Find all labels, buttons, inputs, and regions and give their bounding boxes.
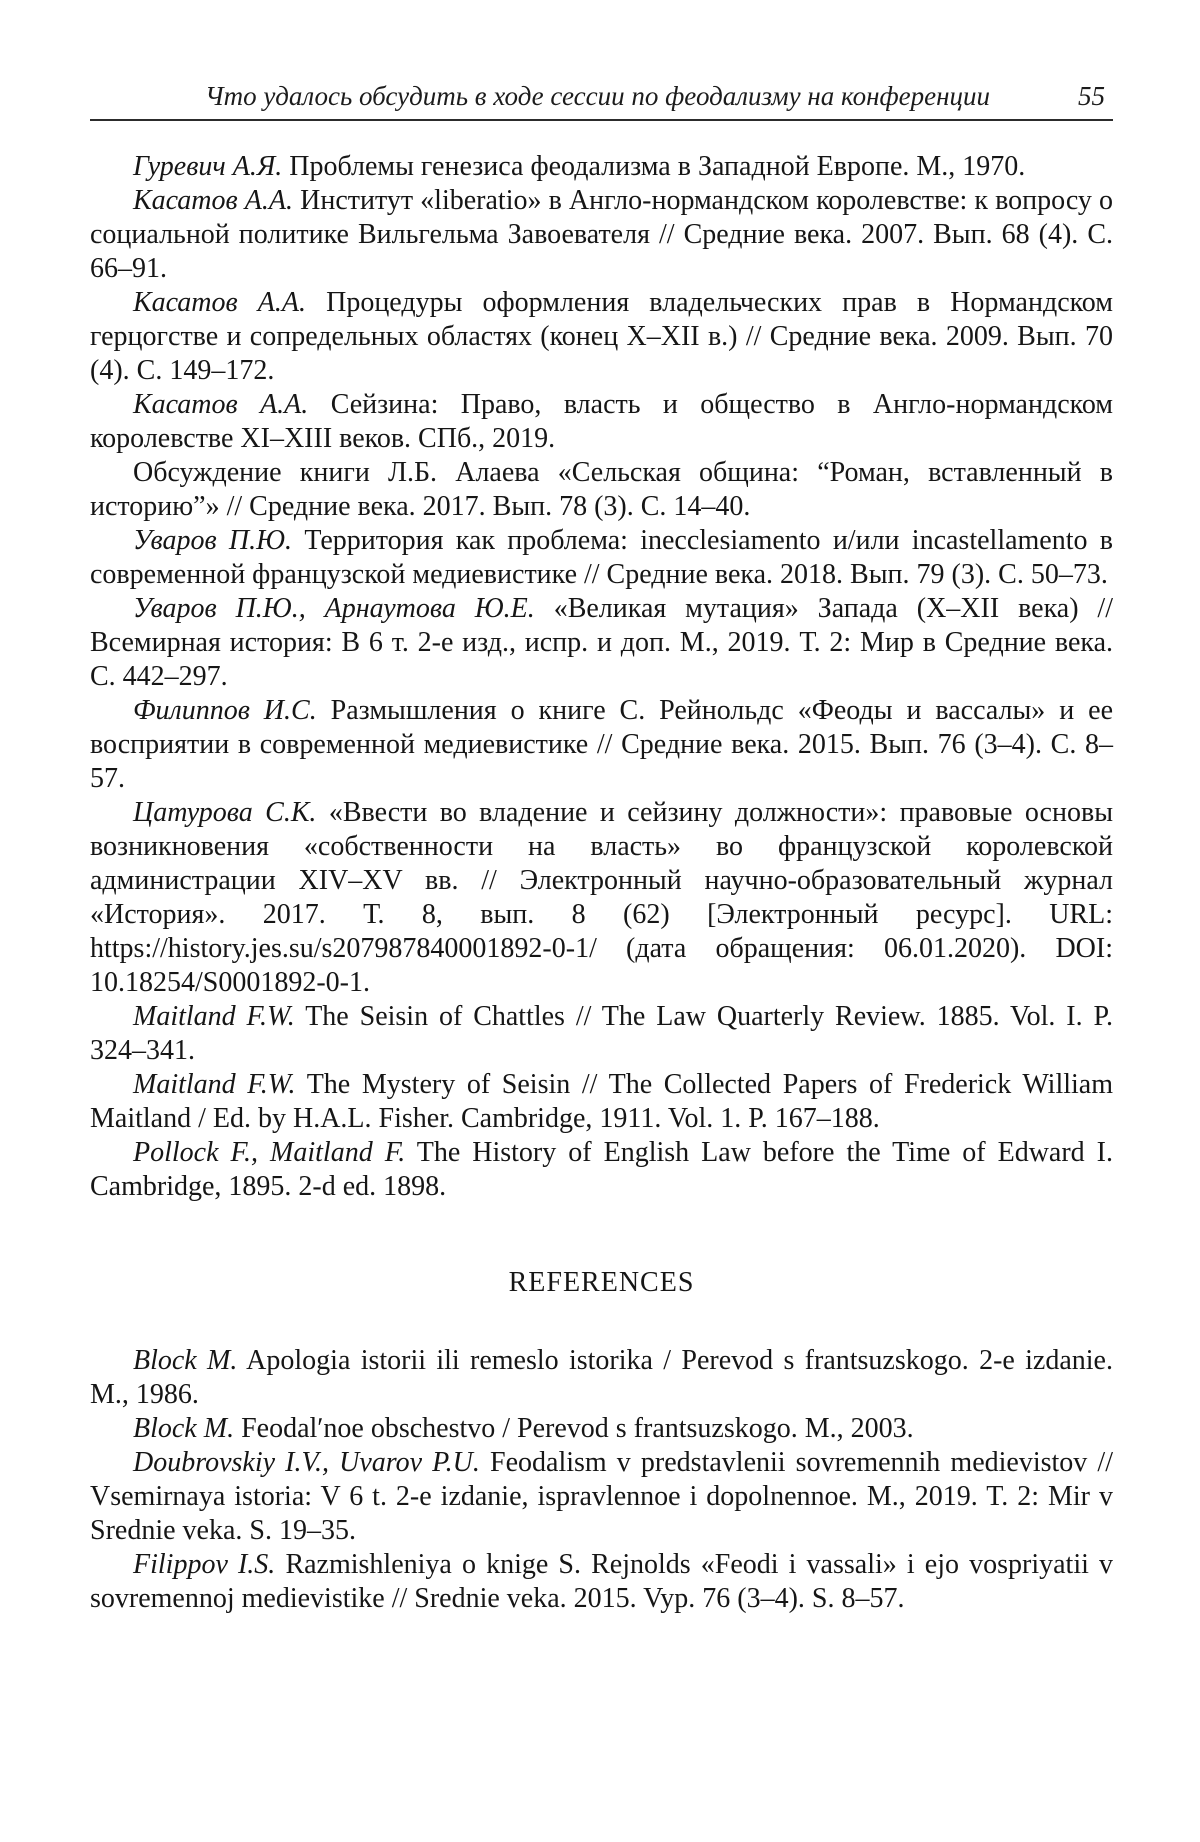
bib-entry <box>90 1068 1113 1136</box>
ref-entry <box>90 1446 1113 1548</box>
page-number: 55 <box>1078 81 1105 111</box>
entry-authors: Цатурова С.К. <box>133 797 317 828</box>
ref-entry <box>90 1548 1113 1616</box>
entry-text: Проблемы генезиса феодализма в Западной Европе. М., 1970. <box>289 151 1026 182</box>
bibliography-section <box>90 150 1113 1616</box>
entry-authors: Pollock F., Maitland F. <box>133 1137 406 1168</box>
entry-text: The History of English Law before the Time of Edward I. Cambridge, 1895. 2-d ed. 1898. <box>90 1137 1114 1202</box>
ref-entry <box>90 1344 1113 1412</box>
entry-text: Сейзина: Право, власть и общество в Англо-нормандском королевстве XI–XIII веков. СПб., 2019. <box>90 389 1114 454</box>
entry-authors: Filippov I.S. <box>133 1549 276 1580</box>
entry-text: Feodalʹnoe obschestvo / Perevod s frantsuzskogo. M., 2003. <box>241 1413 914 1444</box>
references-heading: REFERENCES <box>508 1267 695 1298</box>
entry-text: Feodalism v predstavlenii sovremennih medievistov // Vsemirnaya istoria: V 6 t. 2-e izdanie, ispravlennoe i dopolnennoe. M., 2019. T. 2: Mir v Srednie veka. S. 19–35. <box>90 1447 1113 1546</box>
bib-entry <box>90 456 1113 524</box>
entry-authors: Doubrovskiy I.V., Uvarov P.U. <box>133 1447 480 1478</box>
entry-authors: Block M. <box>133 1345 238 1376</box>
page-content <box>90 80 1113 1616</box>
entry-text: Обсуждение книги Л.Б. Алаева «Сельская община: “Роман, вставленный в историю”» // Средние века. 2017. Вып. 78 (3). С. 14–40. <box>90 457 1113 522</box>
entry-authors: Касатов А.А. <box>133 389 309 420</box>
entry-text: The Seisin of Chattles // The Law Quarterly Review. 1885. Vol. I. P. 324–341. <box>90 1001 1113 1066</box>
header-rule <box>90 119 1113 121</box>
bib-entry <box>90 524 1113 592</box>
references-section <box>90 1344 1113 1616</box>
entry-authors: Гуревич А.Я. <box>133 151 283 182</box>
bib-entry <box>90 388 1113 456</box>
entry-authors: Касатов А.А. <box>133 185 293 216</box>
bib-entry <box>90 184 1113 286</box>
bib-entry <box>90 592 1113 694</box>
bib-entry <box>90 1136 1113 1204</box>
entry-text: «Ввести во владение и сейзину должности»: правовые основы возникновения «собственности на власть» во французской королевской администрации XIV–XV вв. // Электронный научно-образовательный журнал «История». 2017. Т. 8, вып. 8 (62) [Электронный ресурс]. URL: https://history.jes.su/s207987840001892-0-1/ (дата обращения: 06.01.2020). DOI: 10.18254/S0001892-0-1. <box>90 797 1114 998</box>
entry-authors: Maitland F.W. <box>133 1069 296 1100</box>
entry-text: The Mystery of Seisin // The Collected Papers of Frederick William Maitland / Ed. by H.A.L. Fisher. Cambridge, 1911. Vol. 1. P. 167–188. <box>90 1069 1113 1134</box>
bib-entry <box>90 150 1113 184</box>
entry-text: Razmishleniya o knige S. Rejnolds «Feodi i vassali» i ejo vospriyatii v sovremennoj medievistike // Srednie veka. 2015. Vyp. 76 (3–4). S. 8–57. <box>90 1549 1113 1614</box>
bib-entry <box>90 796 1113 1000</box>
entry-text: Apologia istorii ili remeslo istorika / Perevod s frantsuzskogo. 2-e izdanie. M., 1986. <box>90 1345 1113 1410</box>
entry-authors: Касатов А.А. <box>133 287 306 318</box>
bib-entry <box>90 286 1113 388</box>
entry-authors: Уваров П.Ю., Арнаутова Ю.Е. <box>133 593 535 624</box>
entry-authors: Maitland F.W. <box>133 1001 295 1032</box>
bib-entry <box>90 694 1113 796</box>
entry-text: Территория как проблема: inecclesiamento и/или incastellamento в современной французской медиевистике // Средние века. 2018. Вып. 79 (3). С. 50–73. <box>90 525 1113 590</box>
entry-text: Процедуры оформления владельческих прав в Нормандском герцогстве и сопредельных областях (конец X–XII в.) // Средние века. 2009. Вып. 70 (4). С. 149–172. <box>90 287 1113 386</box>
entry-authors: Филиппов И.С. <box>133 695 317 726</box>
bib-entry <box>90 1000 1113 1068</box>
ref-entry <box>90 1412 1113 1446</box>
entry-authors: Уваров П.Ю. <box>133 525 293 556</box>
running-title: Что удалось обсудить в ходе сессии по феодализму на конференции <box>204 81 991 111</box>
page-header <box>90 80 1113 112</box>
entry-text: Размышления о книге С. Рейнольдс «Феоды и вассалы» и ее восприятии в современной медиевистике // Средние века. 2015. Вып. 76 (3–4). С. 8–57. <box>90 695 1114 794</box>
entry-authors: Block M. <box>133 1413 235 1444</box>
entry-text: «Великая мутация» Запада (X–XII века) // Всемирная история: В 6 т. 2-е изд., испр. и доп. М., 2019. Т. 2: Мир в Средние века. С. 442–297. <box>90 593 1113 692</box>
entry-text: Институт «liberatio» в Англо-нормандском королевстве: к вопросу о социальной политике Вильгельма Завоевателя // Средние века. 2007. Вып. 68 (4). С. 66–91. <box>90 185 1114 284</box>
